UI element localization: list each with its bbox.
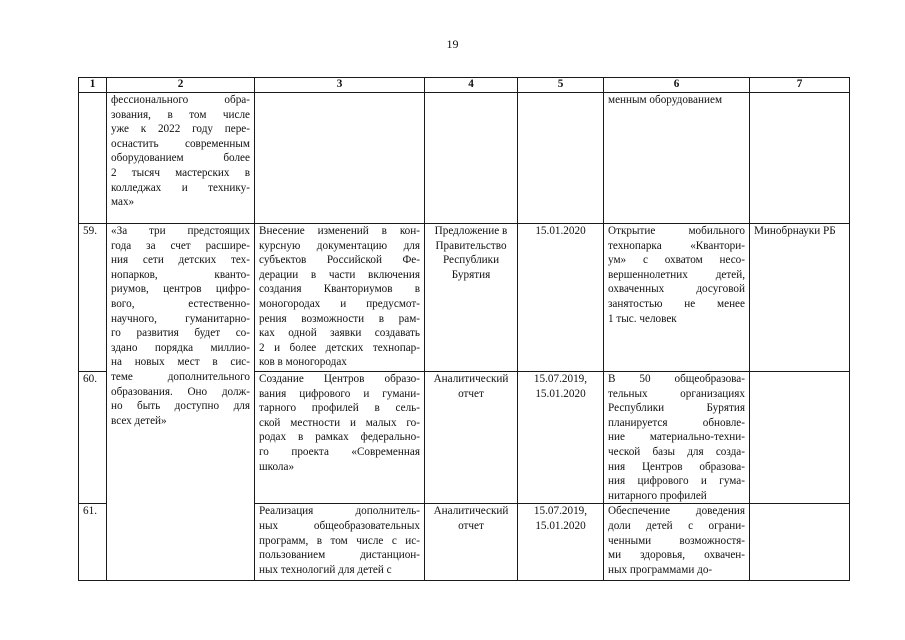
cell-text-line: субъектов Российской Фе- — [259, 254, 420, 267]
cell-text-line: Открытие мобильного — [608, 225, 745, 237]
cell-doc-type — [425, 372, 518, 504]
cell-text-line: 15.01.2020 — [535, 387, 586, 400]
cell-text-line: вания цифрового и гумани- — [259, 387, 420, 400]
cell-text-line: образования. Оно долж- — [111, 385, 250, 398]
cell-text-line: на новых мест в сис- — [111, 356, 250, 369]
cell-text-line: программ, в том числе с ис- — [259, 534, 420, 547]
cell-result — [604, 504, 750, 581]
cell-text-line: 2 и более детских технопар- — [259, 341, 420, 354]
cell-result — [604, 372, 750, 504]
cell-deadline — [518, 504, 604, 581]
document-table — [78, 77, 850, 581]
cell-text-line: В 50 общеобразова- — [608, 373, 745, 385]
cell-text-line: Аналитический — [433, 505, 509, 518]
cell-result — [604, 224, 750, 372]
header-row — [79, 78, 850, 93]
cell-text-line: нитарного профилей — [608, 489, 707, 502]
cell-text-line: 2 тысяч мастерских в — [111, 166, 250, 179]
cell-text-line: мах» — [111, 196, 135, 209]
header-cell-5: 5 — [518, 78, 604, 93]
cell-text-line: планируется обновле- — [608, 416, 745, 429]
cell-responsible — [750, 93, 850, 224]
cell-text-line: ченными возможностя- — [608, 534, 745, 547]
cell-text-line: ми здоровья, охвачен- — [608, 549, 745, 562]
cell-text-line: ния цифрового и гума- — [608, 475, 745, 488]
cell-deadline — [518, 93, 604, 224]
header-cell-4: 4 — [425, 78, 518, 93]
cell-doc-type — [425, 224, 518, 372]
page-number: 19 — [446, 37, 459, 51]
cell-text-line: всех детей» — [111, 414, 167, 427]
cell-text-line: менным оборудованием — [608, 94, 723, 106]
cell-text-line: технопарка «Квантори- — [608, 239, 745, 252]
cell-text-line: ков в моногородах — [259, 356, 347, 369]
cell-text-line: курсную документацию для — [259, 239, 420, 252]
cell-text-line: ум» с охватом несо- — [608, 254, 745, 267]
cell-text-line: здано порядка миллио- — [111, 341, 250, 354]
cell-text-line: Минобрнауки РБ — [754, 225, 836, 237]
cell-text-line: го развития будет со- — [111, 327, 250, 340]
cell-text-line: ния Центров образова- — [608, 460, 745, 473]
header-cell-1: 1 — [79, 78, 107, 93]
cell-text-line: родах в рамках федерально- — [259, 431, 420, 444]
cell-doc-type — [425, 93, 518, 224]
cell-text-line: пользованием дистанцион- — [259, 549, 420, 562]
cell-text-line: 15.01.2020 — [535, 225, 586, 237]
cell-text-line: доли детей с ограни- — [608, 519, 745, 532]
cell-num: 61. — [79, 504, 107, 581]
cell-text-line: тельных организациях — [608, 387, 745, 400]
cell-text-line: ской местности и малых го- — [259, 416, 420, 429]
cell-task — [107, 224, 255, 581]
cell-text-line: создания Кванториумов в — [259, 283, 420, 296]
cell-text-line: 1 тыс. человек — [608, 312, 677, 325]
cell-text-line: 15.07.2019, — [533, 505, 588, 518]
cell-measure — [255, 224, 425, 372]
cell-text-line: фессионального обра- — [111, 94, 250, 106]
cell-text-line: «За три предстоящих — [111, 225, 250, 237]
cell-num — [79, 93, 107, 224]
cell-text-line: колледжах и технику- — [111, 181, 250, 194]
cell-text-line: охваченных досуговой — [608, 283, 745, 296]
cell-text-line: уже к 2022 году пере- — [111, 123, 250, 136]
cell-text-line: 15.07.2019, — [533, 373, 588, 385]
cell-text-line: года за счет расшире- — [111, 239, 250, 252]
cell-text-line: рения возможности в рам- — [259, 312, 420, 325]
cell-text-line: риумов, центров цифро- — [111, 283, 250, 296]
cell-text-line: моногородах и предусмот- — [259, 297, 420, 310]
cell-text-line: Бурятия — [451, 268, 491, 281]
cell-num: 60. — [79, 372, 107, 504]
cell-text-line: ческой базы для созда- — [608, 445, 745, 458]
cell-text-line: тарного профилей в сель- — [259, 402, 420, 415]
cell-text-line: ния сети детских тех- — [111, 254, 250, 267]
cell-doc-type — [425, 504, 518, 581]
cell-text-line: Республики Бурятия — [608, 402, 745, 415]
cell-measure — [255, 372, 425, 504]
cell-measure — [255, 504, 425, 581]
cell-text-line: отчет — [458, 387, 484, 400]
cell-deadline — [518, 372, 604, 504]
header-cell-7: 7 — [750, 78, 850, 93]
cell-text-line: школа» — [259, 460, 295, 473]
cell-text-line: Предложение в — [434, 225, 508, 237]
cell-text-line: ных программами до- — [608, 563, 713, 576]
header-cell-2: 2 — [107, 78, 255, 93]
cell-text-line: занятостью не менее — [608, 297, 745, 310]
cell-deadline — [518, 224, 604, 372]
cell-text-line: нопарков, кванто- — [111, 268, 250, 281]
cell-text-line: теме дополнительного — [111, 370, 250, 383]
cell-text-line: Правительство — [435, 239, 507, 252]
cell-text-line: отчет — [458, 519, 484, 532]
cell-text-line: но быть доступно для — [111, 400, 250, 413]
cell-text-line: Аналитический — [433, 373, 509, 385]
cell-task — [107, 93, 255, 224]
cell-text-line: оборудованием более — [111, 152, 250, 165]
cell-result — [604, 93, 750, 224]
cell-text-line: вого, естественно- — [111, 297, 250, 310]
cell-text-line: 15.01.2020 — [535, 519, 586, 532]
cell-text-line: вершеннолетних детей, — [608, 268, 745, 281]
cell-text-line: ние материально-техни- — [608, 431, 745, 444]
cell-responsible — [750, 504, 850, 581]
cell-text-line: го проекта «Современная — [259, 445, 420, 458]
cell-text-line: Создание Центров образо- — [259, 373, 420, 385]
table-row-continuation — [79, 93, 850, 224]
cell-responsible — [750, 372, 850, 504]
cell-text-line: оснастить современным — [111, 137, 250, 150]
cell-measure — [255, 93, 425, 224]
cell-responsible — [750, 224, 850, 372]
cell-text-line: Республики — [442, 254, 500, 267]
header-cell-6: 6 — [604, 78, 750, 93]
table-row-59 — [79, 224, 850, 372]
cell-text-line: ных технологий для детей с — [259, 563, 392, 576]
cell-text-line: Внесение изменений в кон- — [259, 225, 420, 237]
cell-text-line: ках одной заявки создавать — [259, 327, 420, 340]
cell-num: 59. — [79, 224, 107, 372]
cell-text-line: научного, гуманитарно- — [111, 312, 250, 325]
header-cell-3: 3 — [255, 78, 425, 93]
cell-text-line: дерации в части включения — [259, 268, 420, 281]
cell-text-line: Обеспечение доведения — [608, 505, 745, 518]
cell-text-line: зования, в том числе — [111, 108, 250, 121]
cell-text-line: Реализация дополнитель- — [259, 505, 420, 518]
cell-text-line: ных общеобразовательных — [259, 519, 420, 532]
